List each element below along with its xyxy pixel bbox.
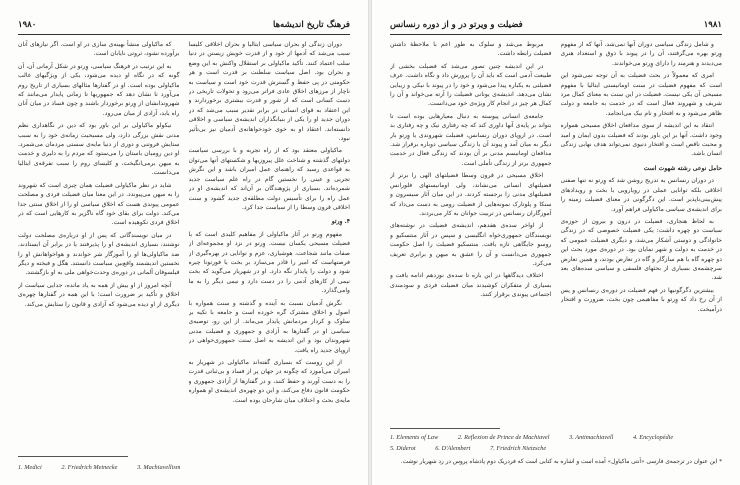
right-footnotes-line2 xyxy=(390,445,722,452)
left-footnote-rule xyxy=(18,456,128,457)
paragraph: اختلاف دیدگاهها در این باره تا سده‌ی نوزدهم ادامه یافت و بسیاری از متفکران کوشیدند میان فضیلت فردی و سودمندی اجتماعی پیوندی برقرار کنند. xyxy=(390,272,552,299)
footnote: 1. Medici xyxy=(18,464,42,471)
right-columns xyxy=(390,40,722,423)
right-header xyxy=(390,18,722,32)
right-footnotes-line1 xyxy=(390,434,722,441)
left-column-left xyxy=(18,40,180,453)
left-page-number: ۱۹۸۰ xyxy=(18,20,37,30)
left-running-head: فرهنگ تاریخ اندیشه‌ها xyxy=(272,20,350,30)
footnote: 3. Antimachiavell xyxy=(569,434,614,441)
right-page xyxy=(372,0,740,485)
paragraph: شاید در نظر ماکیاولی فضیلت همان چیزی است که شهروند را به میهن می‌پیوندد. در این معنا میان فضیلت فردی و مصلحت عمومی پیوندی هست که اخلاق سیاسی او را از اخلاق سنتی جدا می‌کند. دولت برای بقای خود گاه ناگزیر به کارهایی است که در اخلاق فردی نکوهیده است. xyxy=(18,181,180,227)
left-columns xyxy=(18,40,350,453)
paragraph: آنچه امروز از او بیش از همه به یاد مانده، جدایی سیاست از اخلاق و تأکید بر ضرورت است؛ با این همه در گفتارها چهره‌ی دیگری از او دیده می‌شود که آزادی و قانون را ستایش می‌کند. xyxy=(18,281,180,308)
paragraph: ماکیاولی معتقد بود که از راه تجربه و با بررسی سیاست دولتهای گذشته و شناخت علل پیروزیها و شکستهای آنها می‌توان به قواعدی رسید که راهنمای عمل امیران باشد و این نگرش تجربی و عینی را نخستین گام در راه علم سیاست جدید شمرده‌اند. بسیاری از پژوهندگان بر آن‌اند که اندیشه‌ی او در عمل راه را برای تأسیس دولت مطلقه‌ی جدید گشود و سنت اخلاقی قرون وسطا را از سیاست جدا کرد. xyxy=(188,147,350,211)
footnote: 3. Machiavellism xyxy=(137,464,181,471)
right-header-rule xyxy=(390,34,722,35)
left-page xyxy=(0,0,368,485)
paragraph: بیشترین دگرگونیها در فهم فضیلت در دوره‌ی رنسانس و پس از آن رخ داد که وِرتو با مفاهیمی چون بخت، ضرورت و افتخار درآمیخت. xyxy=(560,286,722,313)
paragraph: در دوران رنسانس به تدریج روشن شد که وِرتو نه تنها صفتی اخلاقی بلکه توانایی عملی در رویارویی با بخت و رویدادهای پیش‌بینی‌ناپذیر است. این دگرگونی در معنای فضیلت زمینه را برای اندیشه‌ی سیاسی ماکیاولی فراهم آورد. xyxy=(560,177,722,213)
right-column-left xyxy=(390,40,552,423)
footnote: 6. D'Alembert xyxy=(435,445,471,452)
paragraph: از این روست که بسیاری گفته‌اند ماکیاولی در شهریار به امیران می‌آموزد که چگونه در جهان پر از فساد و بی‌ثباتی قدرت را به دست آورند و حفظ کنند، و در گفتارها از آزادی جمهوری و حکومت قانون دفاع می‌کند، و این دو چهره‌ی اندیشه‌ی او همواره مایه‌ی بحث و اختلاف میان شارحان بوده است. xyxy=(188,359,350,404)
left-column-right xyxy=(189,40,351,453)
footnote: 2. Friedrich Meinecke xyxy=(61,464,118,471)
section-heading: ۴. وِرتو xyxy=(331,218,350,226)
left-footnotes xyxy=(18,464,350,471)
paragraph: به این ترتیب در فرهنگ سیاسی، وِرتو در شکل آرمانی آن، آن گونه که در نگاه او دیده می‌شود، یکی از ویژگیهای غالب ماکیاولی بوده است. او در گفتارها مثالهای بسیاری از تاریخ روم می‌آورد تا نشان دهد که جمهوریها تا زمانی پایدار می‌مانند که شهروندانشان از وِرتو برخوردار باشند و چون فساد در میان آنان راه یابد، آزادی از میان می‌رود. xyxy=(18,62,180,117)
right-running-head: فضیلت و ویرتو در و از دوره رنسانس xyxy=(390,20,523,30)
paragraph: نیکولو ماکیاولی بر این باور بود که دین در نگاهداری نظم مدنی نقش بزرگی دارد، ولی مسیحیت زمانه‌ی خود را به سبب ستایش فروتنی و دوری از دنیا مایه‌ی سستی مردمان می‌شمرد. او دین رومیان باستان را می‌ستود که مردم را به دلیری و خدمت به میهن برمی‌انگیخت، و کلیسای روم را سبب تفرقه‌ی ایتالیا می‌دانست. xyxy=(18,122,180,177)
paragraph: مربوط می‌شد و سلوک به طور اعم با ملاحظهٔ داشتن فضیلت رابطه داشت. xyxy=(390,41,552,58)
paragraph: مفهوم وِرتو در آثار ماکیاولی از مفاهیم کلیدی است که با فضیلت مسیحی یکسان نیست. وِرتو در نزد او مجموعه‌ای از صفات مانند شجاعت، هوشیاری، عزم و توانایی در بهره‌گیری از فرصتهاست که امیر را قادر می‌سازد بر بخت یا فورتونا چیره شود و دولت را پایدار نگه دارد. او در شهریار می‌گوید که بخت نیمی از کارهای آدمی را در دست دارد و نیمی دیگر را به ما وامی‌گذارد. xyxy=(188,230,350,295)
footnote: 7. Friedrich Nietzsche xyxy=(490,445,547,452)
section-heading: حامل نوعی رشته شهوت است xyxy=(643,164,722,172)
paragraph: اخلاق مسیحی در قرون وسطا فضیلتهای الهی را برتر از فضیلتهای انسانی می‌نشاند، ولی اومانیستهای فلورانس فضیلتهای مدنی را برجسته کردند. در این میان آثار سیسرون و سنکا و پلوتارک نمونه‌هایی از فضیلت رومی به دست می‌داد که آموزگاران رنسانس در تربیت جوانان به کار می‌بردند. xyxy=(390,172,552,217)
footnote: 1. Elements of Law xyxy=(390,434,439,441)
paragraph: از اواخر سده‌ی هفدهم، اندیشه‌ی فضیلت در نوشته‌های نویسندگان جمهوری‌خواه انگلیسی و سپس در آثار منتسکیو و روسو جایگاهی تازه یافت. منتسکیو فضیلت را اصل حکومت جمهوری می‌دانست و آن را عشق به میهن و برابری تعریف می‌کرد. xyxy=(390,222,552,267)
paragraph: نگرش آدمیان نسبت به آینده و گذشته و سنت همواره با اصول و اخلاق مشترک گره خورده است و جامعه با تکیه بر سلوک و کردار مردمانش پایدار می‌ماند. از این رو، توصیه‌ی سیاسی او در گفتارها به آزادی و جمهوری و فضیلت مدنی شهروندان بود و این اندیشه به اصل سنت جمهوری‌خواهی در اروپای جدید راه یافت. xyxy=(188,299,350,354)
paragraph: به لحاظ هنجاری، فضیلت در درون و بیرون از حوزه‌ی سیاست دو چهره داشت: یکی فضیلت خصوصی که در زندگی خانوادگی و دوستی آشکار می‌شد، و دیگری فضیلت عمومی که در خدمت به دولت و شهر نمایان بود. در دوره‌ی مورد بحث این دو چهره گاه با هم سازگار و گاه در تعارض بودند، و همین تعارض سرچشمه‌ی بسیاری از بحثهای فلسفی و سیاسی سده‌های بعد شد. xyxy=(560,217,722,282)
paragraph: و شامل زندگی سیاسی دوران آنها نمی‌شد. آنها که از مفهوم وِرتو بهره می‌گرفتند، آن را در پیوند با ذوق و استعداد هنری می‌دیدند و هنرمند را دارای وِرتو می‌خواندند. xyxy=(560,41,722,67)
paragraph: در این اندیشه چنین تصور می‌شد که فضیلت بخشی از طبیعت آدمی است که باید آن را پرورش داد و نگاه داشت. عرف فضیلتی به یکباره پیدا می‌شود و خود را در پیوند با نیکی و زیبایی نشان می‌دهد. اندیشه‌ی یونانی فضیلت را آرته می‌خواند و آن را کمال هر چیز در انجام کار ویژه‌ی خود می‌دانست. xyxy=(390,62,552,108)
footnote: 2. Reflexion de Prince de Machiavel xyxy=(457,434,550,441)
paragraph: جامعه‌ی انسانی پیوسته به دنبال معیارهایی بوده است تا بتواند بر پایه‌ی آنها داوری کند که چه رفتاری نیک و چه رفتاری بد است. در اروپای دوران رنسانس، فضیلت شهروندی یا وِرتو بار دیگر به میان آمد و پیوند آن با زندگی سیاسی دوباره برقرار شد. مدافعان اومانیسم مدنی بر آن بودند که زندگی فعال در خدمت جمهوری برتر از زندگی تأملی است. xyxy=(390,112,552,167)
paragraph: انتقاد به این اندیشه از سوی مدافعان اخلاق مسیحی همواره وجود داشت. آنها بر این باور بودند که فضیلت بدون ایمان و امید و محبت ناقص است و افتخار دنیوی نمی‌تواند هدف نهایی زندگی انسان باشد. xyxy=(560,122,722,158)
paragraph: که ماکیاولی منشأ بهینه‌ی سازی در او است. اگر نیازهای آنان برآورده نشود، ثروتی نایابان است. xyxy=(18,41,180,58)
right-footnote-rule xyxy=(390,428,500,429)
right-page-number: ۱۹۸۱ xyxy=(703,20,722,30)
right-footnote-persian: * این عنوان در ترجمه‌ی فارسی «اَنتی ماکیاول» آمده است و اشاره به کتابی است که فردریک دوم پادشاه پروس در رد شهریار نوشت. xyxy=(400,459,722,465)
left-header-rule xyxy=(18,34,350,35)
right-column-right xyxy=(561,40,723,423)
footnote: 5. Diderot xyxy=(390,445,416,452)
paragraph: امری که معمولاً در بحث فضیلت به آن توجه نمی‌شود این است که مفهوم فضیلت در سنت اومانیستی ایتالیا با مفهوم مسیحی آن یکی نیست. فضیلت در این سنت به معنای کمال مرد شریف و شهروند فعال است که در خدمت به جامعه و دولت ظاهر می‌شود و به افتخار و نام نیک می‌انجامد. xyxy=(560,72,722,117)
paragraph: دوران زندگی او بحران سیاسی ایتالیا و بحران اخلاقی کلیسا سبب می‌شد که آدمها از خود و از قدرت خویش زیستن در دنیا سلب اعتماد کنند. تأکید ماکیاولی بر استقلال واکنش به این وضع و بحران بود. اصل سیاست سلطنت بر قدرت است و هر حکومتی در پی حفظ و گسترش قدرت خود است و سیاست به ناچار از مرزهای اخلاق عادی فراتر می‌رود و تحولات تاریخی در دست کسانی است که از شور و قدرت بیشتری برخوردارند و این اعتقاد به قوای انسانی در برابر تقدیر سبب می‌شد که در دوران جدید او را یکی از بنیانگذاران اندیشه‌ی سیاسی و اخلاقی دانسته‌اند. اعتقاد او به خوی خودخواهانه‌ی آدمیان نیز بی‌تأثیر نبود. xyxy=(188,41,350,143)
footnote: 4. Encyclopédie xyxy=(632,434,674,441)
paragraph: در میان نویسندگانی که پس از او درباره‌ی مصلحت دولت نوشتند، بسیاری اندیشه‌ی او را پذیرفتند یا در برابر آن ایستادند. ضد ماکیاولی‌ها او را آموزگار شر خواندند و هواخواهانش او را نخستین اندیشمند واقع‌بین سیاست دانستند. هگل و فیخته و دیگر فیلسوفان آلمانی در دوره‌ی وحدت‌خواهی ملی به او بازگشتند. xyxy=(18,231,180,277)
left-header xyxy=(18,18,350,32)
